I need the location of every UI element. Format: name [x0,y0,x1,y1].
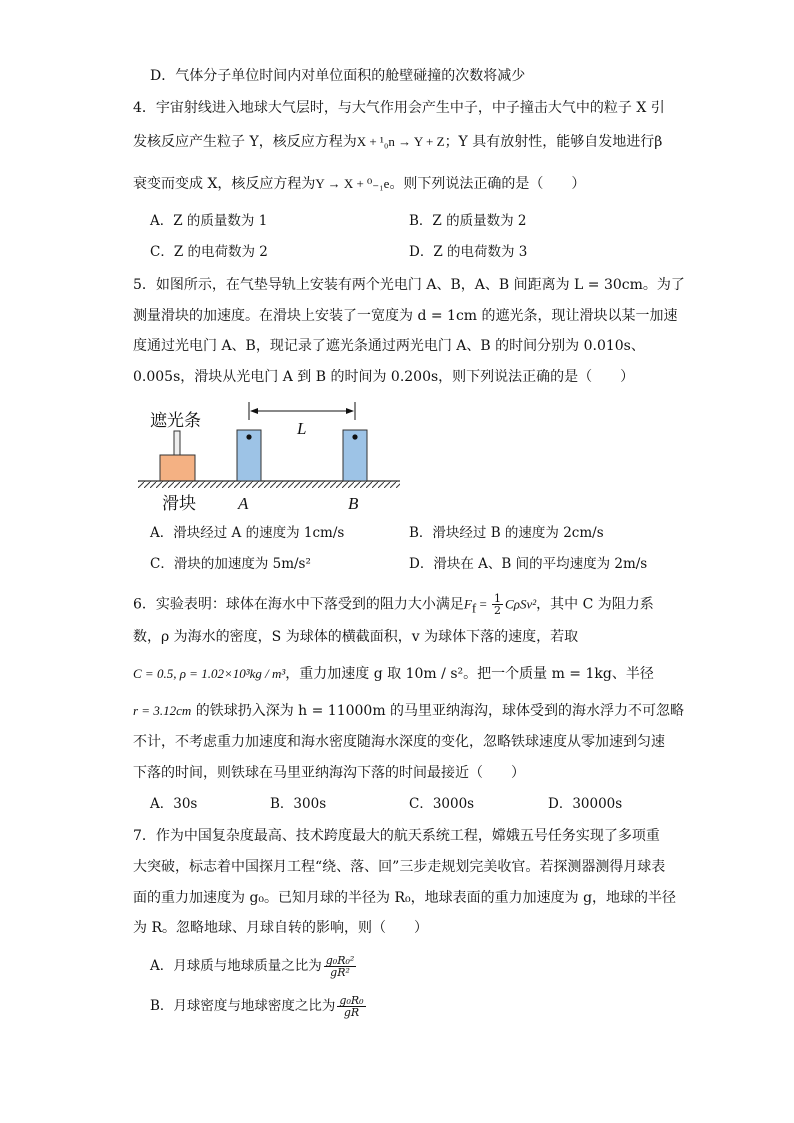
q6-line-5: 不计，不考虑重力加速度和海水密度随海水深度的变化，忽略铁球速度从零加速到匀速 [133,734,665,750]
q6-line-4 [133,701,684,721]
q5-option-c[interactable]: C．滑块的加速度为 5m/s² [150,556,311,572]
q6-option-c[interactable]: C．3000s [409,796,475,812]
q5-option-b[interactable]: B．滑块经过 B 的速度为 2cm/s [409,525,604,541]
q3-option-d: D．气体分子单位时间内对单位面积的舱壁碰撞的次数将减少 [150,68,526,84]
q4-option-d[interactable]: D．Z 的电荷数为 3 [409,244,528,260]
q4-option-c[interactable]: C．Z 的电荷数为 2 [150,244,268,260]
q7-line-4: 为 R。忽略地球、月球自转的影响，则（ ） [133,920,428,936]
q4-line-3 [133,174,585,194]
shade-strip-label: 遮光条 [150,411,201,431]
q6-line-1 [133,593,654,618]
q4-line-2-text-a: 发核反应产生粒子 Y，核反应方程为 [133,134,357,150]
q6-formula-sub: f [471,600,477,616]
q6-formula-lhs: F [463,596,472,612]
gate-b-label: B [348,494,359,513]
q6-line-3 [133,664,654,684]
l-arrow-right [346,408,354,414]
q6-option-b[interactable]: B．300s [270,796,327,812]
photogate-a-sensor [246,434,251,439]
q7-option-a-text: A．月球质与地球质量之比为 [150,958,322,974]
q6-line-4-equation: r = 3.12cm [133,703,192,718]
q7-option-b-fraction [337,995,365,1018]
q4-option-a[interactable]: A．Z 的质量数为 1 [150,213,268,229]
q7-option-a-fraction [324,955,357,978]
q7-option-a-numerator: g₀R₀² [325,954,355,967]
q6-formula-rhs: CρSv² [505,596,537,612]
q6-option-a[interactable]: A．30s [150,796,198,812]
photogate-b-sensor [352,434,357,439]
q6-option-d[interactable]: D．30000s [548,796,623,812]
q5-option-a[interactable]: A．滑块经过 A 的速度为 1cm/s [150,525,345,541]
q7-line-3: 面的重力加速度为 g₀。已知月球的半径为 R₀，地球表面的重力加速度为 g，地球的半径 [133,890,677,906]
q7-option-b-numerator: g₀R₀ [339,994,364,1007]
q4-equation-2: Y → X + ⁰₋₁e [315,176,390,191]
q5-line-4: 0.005s，滑块从光电门 A 到 B 的时间为 0.200s，则下列说法正确的是（ ） [133,369,635,385]
q6-line-1-text-a: 6．实验表明：球体在海水中下落受到的阻力大小满足 [133,596,464,613]
q7-option-b[interactable] [150,995,368,1018]
q4-line-1: 4．宇宙射线进入地球大气层时，与大气作用会产生中子，中子撞击大气中的粒子 X 引 [133,100,665,116]
q4-line-2 [133,132,662,152]
q6-line-2: 数，ρ 为海水的密度，S 为球体的横截面积，v 为球体下落的速度，若取 [133,629,579,645]
q7-line-1: 7．作为中国复杂度最高、技术跨度最大的航天系统工程，嫦娥五号任务实现了多项重 [133,828,660,844]
q6-fraction-numerator: 1 [494,592,502,605]
q6-fraction-denominator: 2 [494,604,502,617]
q6-line-3-equation: C = 0.5, ρ = 1.02×10³kg / m³ [133,666,286,681]
shade-strip [174,431,180,455]
q5-line-3: 度通过光电门 A、B，现记录了遮光条通过两光电门 A、B 的时间分别为 0.010s、 [133,338,645,354]
l-arrow-left [250,408,258,414]
q6-formula-fraction [492,593,503,616]
slider-label: 滑块 [162,494,196,514]
q6-line-1-text-b: ，其中 C 为阻力系 [536,596,654,613]
track-hatch [138,481,400,488]
q7-option-b-denominator: gR [343,1006,360,1019]
q4-line-3-text-a: 衰变而变成 X，核反应方程为 [133,176,316,192]
q5-option-d[interactable]: D．滑块在 A、B 间的平均速度为 2m/s [409,556,648,572]
q7-option-a-denominator: gR² [330,966,350,979]
gate-a-label: A [238,494,249,513]
q6-line-6: 下落的时间，则铁球在马里亚纳海沟下落的时间最接近（ ） [133,765,525,781]
q5-line-2: 测量滑块的加速度。在滑块上安装了一宽度为 d = 1cm 的遮光条，现让滑块以某一加速 [133,308,678,324]
q6-line-4-text: 的铁球扔入深为 h = 11000m 的马里亚纳海沟，球体受到的海水浮力不可忽略 [191,703,685,719]
q4-line-3-text-b: 。则下列说法正确的是（ ） [389,176,586,192]
q4-line-2-text-b: ；Y 具有放射性，能够自发地进行β [444,134,663,150]
slider-block [160,455,195,481]
q4-option-b[interactable]: B．Z 的质量数为 2 [409,213,527,229]
q5-line-1: 5．如图所示，在气垫导轨上安装有两个光电门 A、B，A、B 间距离为 L = 30cm。为了 [133,277,685,293]
q4-equation-1: X + ¹₀n → Y + Z [356,134,445,149]
l-label: L [297,419,307,438]
q7-option-b-text: B．月球密度与地球密度之比为 [150,998,336,1014]
q7-line-2: 大突破，标志着中国探月工程“绕、落、回”三步走规划完美收官。若探测器测得月球表 [133,859,666,875]
q7-option-a[interactable] [150,955,358,978]
q5-figure [138,398,403,516]
q6-formula-eq: = [476,596,491,612]
q6-line-3-text: ，重力加速度 g 取 10m / s²。把一个质量 m = 1kg、半径 [285,666,654,682]
